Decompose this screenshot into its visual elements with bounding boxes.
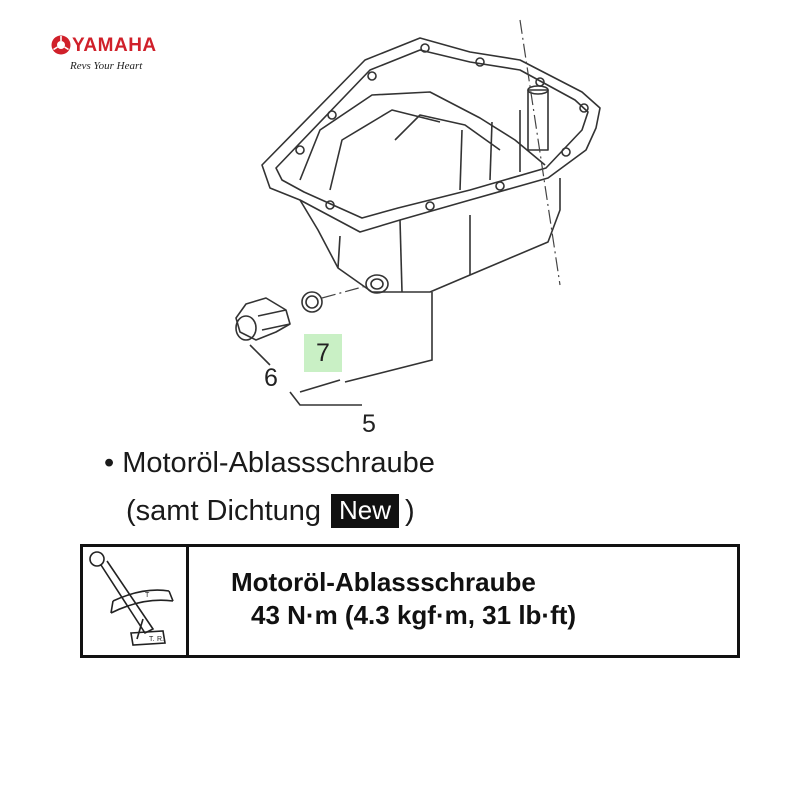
svg-text:T.: T. (149, 636, 155, 643)
spec-value: 43 N·m (4.3 kgf·m, 31 lb·ft) (251, 600, 577, 630)
part-name: Motoröl-Ablassschraube (122, 447, 435, 479)
torque-wrench-icon (83, 547, 183, 655)
torque-spec-box (80, 544, 740, 658)
torque-spec-text (189, 547, 576, 655)
gasket-note (126, 494, 415, 528)
bullet-mark: • (104, 447, 115, 479)
new-badge: New (331, 494, 399, 528)
brand-name: YAMAHA (72, 35, 157, 56)
note-close: ) (405, 494, 415, 527)
callout-7-label: 7 (316, 338, 330, 367)
callout-6: 6 (264, 364, 278, 392)
torque-icon-cell (83, 547, 189, 655)
callout-5: 5 (362, 410, 376, 438)
spec-title: Motoröl-Ablassschraube (231, 567, 536, 597)
brand-tagline: Revs Your Heart (70, 60, 143, 72)
part-description (104, 447, 435, 480)
svg-text:R.: R. (157, 636, 164, 643)
callout-7 (304, 334, 342, 372)
svg-text:T: T (145, 592, 150, 599)
note-text: (samt Dichtung (126, 494, 322, 527)
